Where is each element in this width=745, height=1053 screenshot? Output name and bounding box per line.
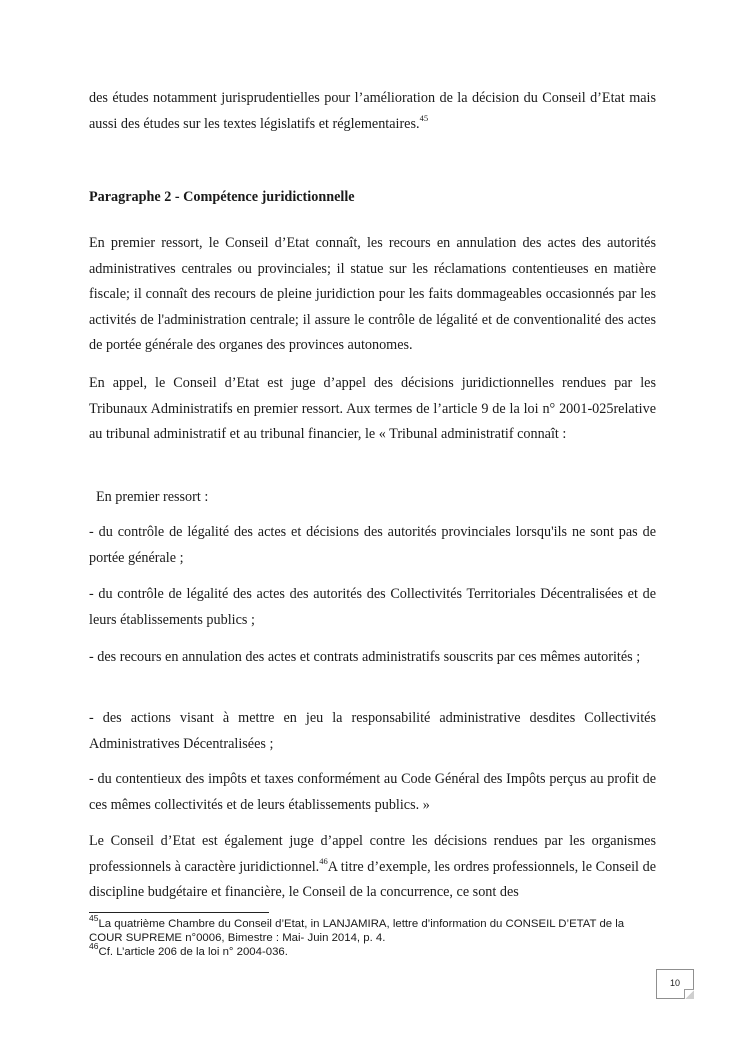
appel-paragraph: En appel, le Conseil d’Etat est juge d’appel des décisions juridictionnelles rendues par les Tribunaux Administratifs en premier ressort. Aux termes de l’article 9 de la loi n° 2001-025relative au tribunal administratif et au tribunal financier, le « Tribunal administratif connaît : [89,375,656,442]
page-number: 10 [670,978,681,988]
footnote-text: Cf. L’article 206 de la loi n° 2004-036. [98,946,288,958]
footnote-number: 46 [89,941,99,952]
footnote-separator [89,912,269,913]
list-item: - du contrôle de légalité des actes des autorités des Collectivités Territoriales Décentralisées et de leurs établissements publics ; [89,586,656,628]
list-item: - du contentieux des impôts et taxes conformément au Code Général des Impôts perçus au profit de ces mêmes collectivités et de leurs établissements publics. » [89,771,656,813]
footnote-46 [89,941,656,960]
footnote-ref-45: 45 [419,112,429,123]
footnote-number: 45 [89,913,99,924]
list-item: - des actions visant à mettre en jeu la responsabilité administrative desdites Collectivités Administratives Décentralisées ; [89,710,656,752]
final-text-after: A titre d’exemple, les ordres professionnels, le Conseil de discipline budgétaire et financière, le Conseil de la concurrence, ce sont des [89,858,656,900]
final-text-before: Le Conseil d’Etat est également juge d’appel contre les décisions rendues par les organismes professionnels à caractère juridictionnel. [89,833,656,875]
section-heading: Paragraphe 2 - Compétence juridictionnelle [89,189,355,205]
footnote-ref-46: 46 [319,855,328,866]
footnote-text: La quatrième Chambre du Conseil d’Etat, in LANJAMIRA, lettre d’information du CONSEIL D’ETAT de la COUR SUPREME n°0006, Bimestre : Mai- Juin 2014, p. 4. [89,918,625,944]
page-curl-icon [684,989,694,999]
final-paragraph [89,829,656,906]
intro-text: des études notamment jurisprudentielles pour l’amélioration de la décision du Conseil d’Etat mais aussi des études sur les textes législatifs et réglementaires. [89,90,656,132]
page-number-box [656,969,694,999]
sub-heading: En premier ressort : [96,489,209,505]
list-item: - du contrôle de légalité des actes et décisions des autorités provinciales lorsqu'ils ne sont pas de portée générale ; [89,524,656,566]
list-item: - des recours en annulation des actes et contrats administratifs souscrits par ces mêmes autorités ; [89,649,641,665]
premier-ressort-paragraph: En premier ressort, le Conseil d’Etat connaît, les recours en annulation des actes des autorités administratives centrales ou provinciales; il statue sur les réclamations contentieuses en matière fiscale; il connaît des recours de pleine juridiction pour les faits dommageables occasionnés par les activités de l'administration centrale; il assure le contrôle de légalité et de conventionalité des actes de portée générale des organes des provinces autonomes. [89,235,656,353]
intro-paragraph [89,86,656,137]
footnote-45 [89,913,656,946]
